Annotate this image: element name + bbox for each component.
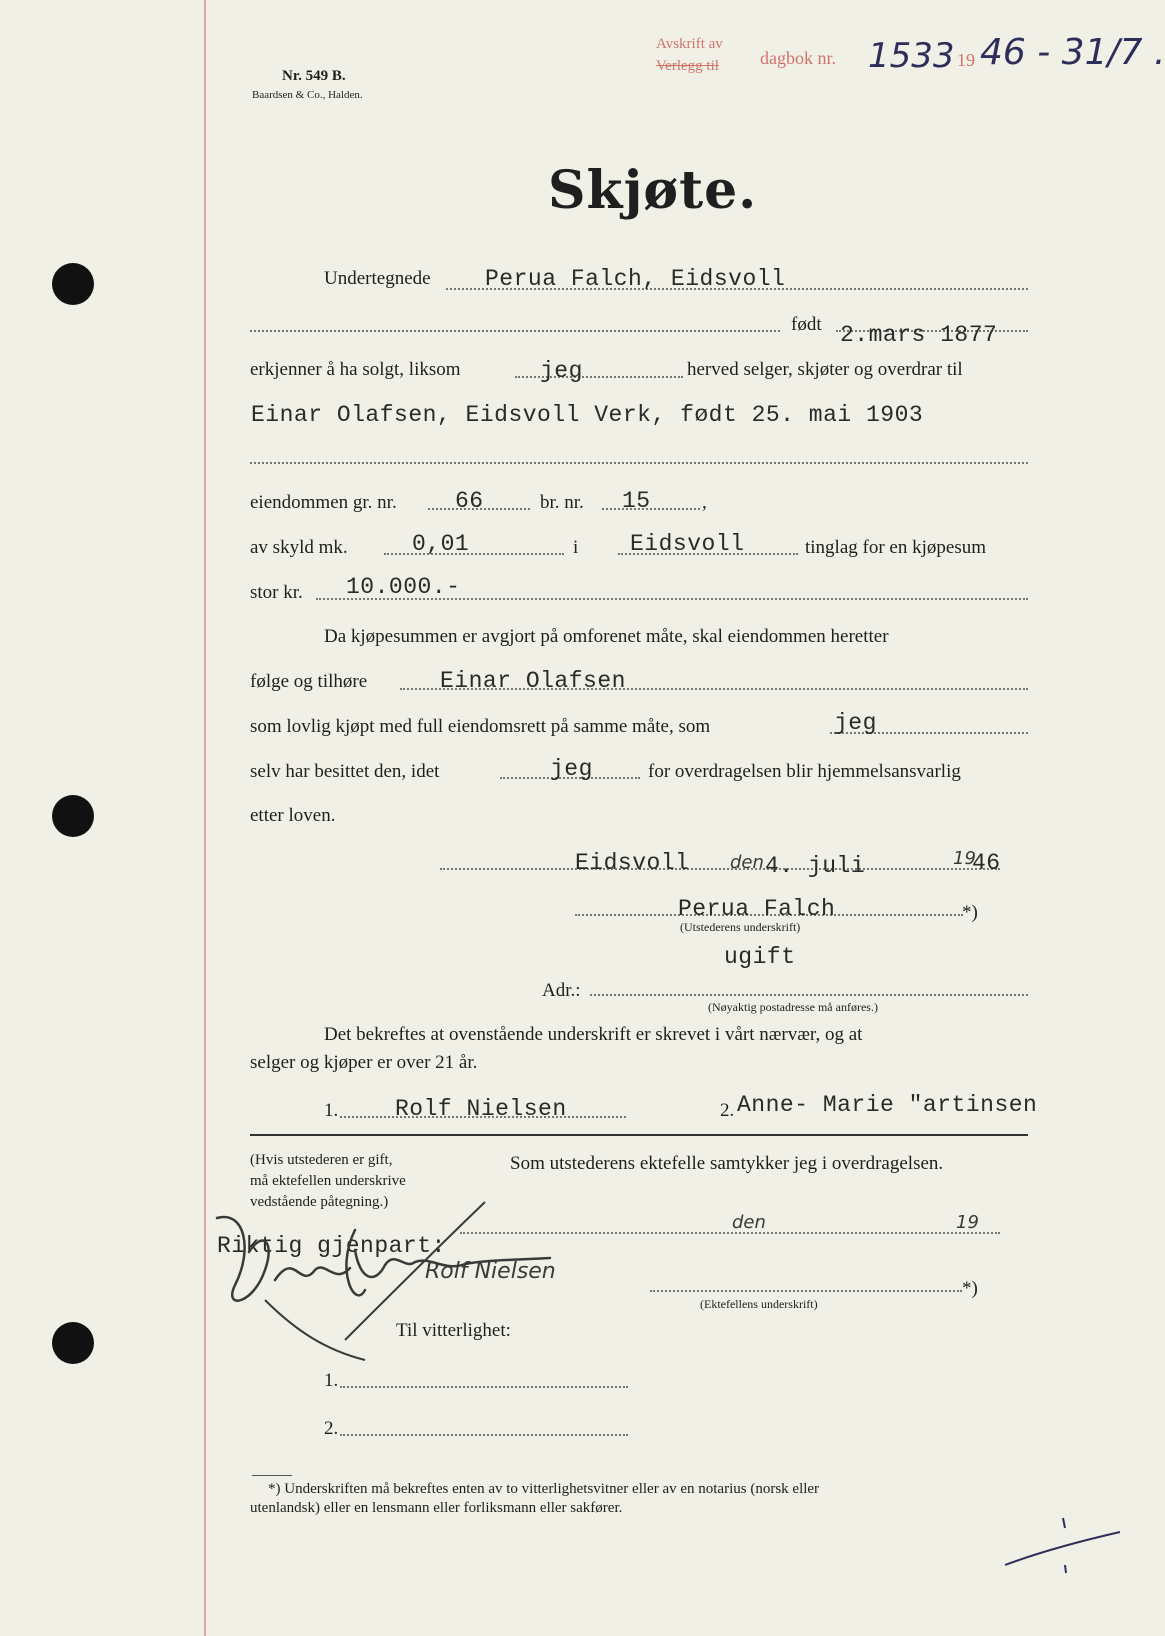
- spouse-note-2: må ektefellen underskrive: [250, 1173, 406, 1189]
- vitterlighet-label: Til vitterlighet:: [396, 1320, 511, 1341]
- etter-loven: etter loven.: [250, 805, 336, 826]
- marital-status: ugift: [724, 944, 796, 970]
- spouse-sign-dotted: [650, 1290, 962, 1292]
- margin-rule: [204, 0, 206, 1636]
- tinglag-place: Eidsvoll: [630, 531, 745, 557]
- footnote-line-1: *) Underskriften må bekreftes enten av to vitterlighetsvitner eller av en notarius (norsk eller: [268, 1481, 820, 1497]
- erkjenner-text: erkjenner å ha solgt, liksom: [250, 359, 461, 380]
- tinglag-text: tinglag for en kjøpesum: [805, 537, 986, 558]
- jeg-2: jeg: [834, 710, 877, 736]
- stamp-verlegg: Verlegg til: [656, 58, 719, 74]
- seller-name: Perua Falch, Eidsvoll: [485, 266, 786, 292]
- stor-kr-label: stor kr.: [250, 582, 303, 603]
- vitterlighet-1-dotted: [340, 1386, 628, 1388]
- stamp-avskrift: Avskrift av: [656, 36, 723, 52]
- margin-pen-stroke: [995, 1510, 1125, 1580]
- buyer-line: Einar Olafsen, Eidsvoll Verk, født 25. mai 1903: [251, 402, 924, 428]
- dagbok-number: 1533: [868, 36, 955, 76]
- seller-birth: 2.mars 1877: [840, 322, 998, 348]
- spouse-year-prefix: 19: [956, 1212, 979, 1233]
- riktig-gjenpart: Riktig gjenpart:: [217, 1233, 446, 1259]
- jeg-3: jeg: [550, 756, 593, 782]
- selv-har-text: selv har besittet den, idet: [250, 761, 440, 782]
- blank-dotted-line: [250, 462, 1028, 464]
- punch-hole: [52, 1322, 94, 1364]
- copy-signature: [205, 1190, 565, 1370]
- adr-caption: (Nøyaktig postadresse må anføres.): [708, 1000, 878, 1014]
- for-overdragelsen-text: for overdragelsen blir hjemmelsansvarlig: [648, 761, 961, 782]
- para-line-1: Da kjøpesummen er avgjort på omforenet måte, skal eiendommen heretter: [324, 626, 889, 647]
- spouse-note-3: vedstående påtegning.): [250, 1194, 389, 1210]
- kjopesum-value: 10.000.-: [346, 574, 461, 600]
- witness-1-name: Rolf Nielsen: [395, 1096, 567, 1122]
- copy-signature-text: Rolf Nielsen: [425, 1259, 556, 1284]
- br-nr-value: 15: [622, 488, 651, 514]
- sign-den-label: den: [730, 852, 764, 873]
- vitterlighet-1-number: 1.: [324, 1370, 339, 1391]
- br-nr-label: br. nr.: [540, 492, 584, 513]
- dagbok-year-prefix: 19: [957, 50, 975, 70]
- herved-text: herved selger, skjøter og overdrar til: [687, 359, 963, 380]
- spouse-den-label: den: [732, 1212, 766, 1233]
- confirm-line-2: selger og kjøper er over 21 år.: [250, 1052, 478, 1073]
- document-title: Skjøte.: [548, 160, 758, 221]
- skyld-dotted: [384, 553, 564, 555]
- undertegnede-label: Undertegnede: [324, 268, 431, 289]
- confirm-line-1: Det bekreftes at ovenstående underskrift er skrevet i vårt nærvær, og at: [324, 1024, 863, 1045]
- adr-dotted: [590, 994, 1028, 996]
- spouse-consent: Som utstederens ektefelle samtykker jeg i overdragelsen.: [510, 1153, 944, 1174]
- seller-dotted-line-2: [250, 330, 780, 332]
- printer-name: Baardsen & Co., Halden.: [252, 89, 363, 101]
- br-nr-dotted: [602, 508, 700, 510]
- sign-place: Eidsvoll: [575, 850, 690, 876]
- signer-star: *): [962, 902, 978, 923]
- adr-label: Adr.:: [542, 980, 581, 1001]
- br-nr-comma: ,: [702, 492, 707, 513]
- folge-name: Einar Olafsen: [440, 668, 626, 694]
- spouse-note-1: (Hvis utstederen er gift,: [250, 1152, 393, 1168]
- dagbok-date: 46 - 31/7 .: [980, 32, 1165, 73]
- sign-date: 4. juli: [765, 853, 866, 879]
- jeg-1: jeg: [540, 358, 583, 384]
- som-lovlig-text: som lovlig kjøpt med full eiendomsrett på samme måte, som: [250, 716, 711, 737]
- witness-2-name: Anne- Marie "artinsen: [737, 1092, 1038, 1118]
- vitterlighet-2-dotted: [340, 1434, 628, 1436]
- sign-year-prefix: 19: [953, 848, 976, 869]
- witness-1-number: 1.: [324, 1100, 339, 1121]
- gr-nr-value: 66: [455, 488, 484, 514]
- form-number: Nr. 549 B.: [282, 68, 346, 84]
- eiendommen-label: eiendommen gr. nr.: [250, 492, 397, 513]
- spouse-star: *): [962, 1278, 978, 1299]
- footnote-line-2: utenlandsk) eller en lensmann eller forliksmann eller sakfører.: [250, 1500, 623, 1516]
- i-label: i: [573, 537, 579, 558]
- skyld-value: 0,01: [412, 531, 470, 557]
- sign-year-suffix: 46: [972, 850, 1001, 876]
- signer-name: Perua Falch: [678, 896, 836, 922]
- folge-label: følge og tilhøre: [250, 671, 368, 692]
- utsteder-caption: (Utstederens underskrift): [680, 920, 801, 934]
- witness-2-number: 2.: [720, 1100, 735, 1121]
- footnote-rule: [252, 1475, 292, 1476]
- place-date-dotted: [440, 868, 1000, 870]
- vitterlighet-2-number: 2.: [324, 1418, 339, 1439]
- punch-hole: [52, 795, 94, 837]
- stamp-dagbok: dagbok nr.: [760, 48, 836, 68]
- skyld-label: av skyld mk.: [250, 537, 348, 558]
- fodt-label: født: [791, 314, 822, 335]
- punch-hole: [52, 263, 94, 305]
- spouse-caption: (Ektefellens underskrift): [700, 1297, 818, 1311]
- section-rule: [250, 1134, 1028, 1136]
